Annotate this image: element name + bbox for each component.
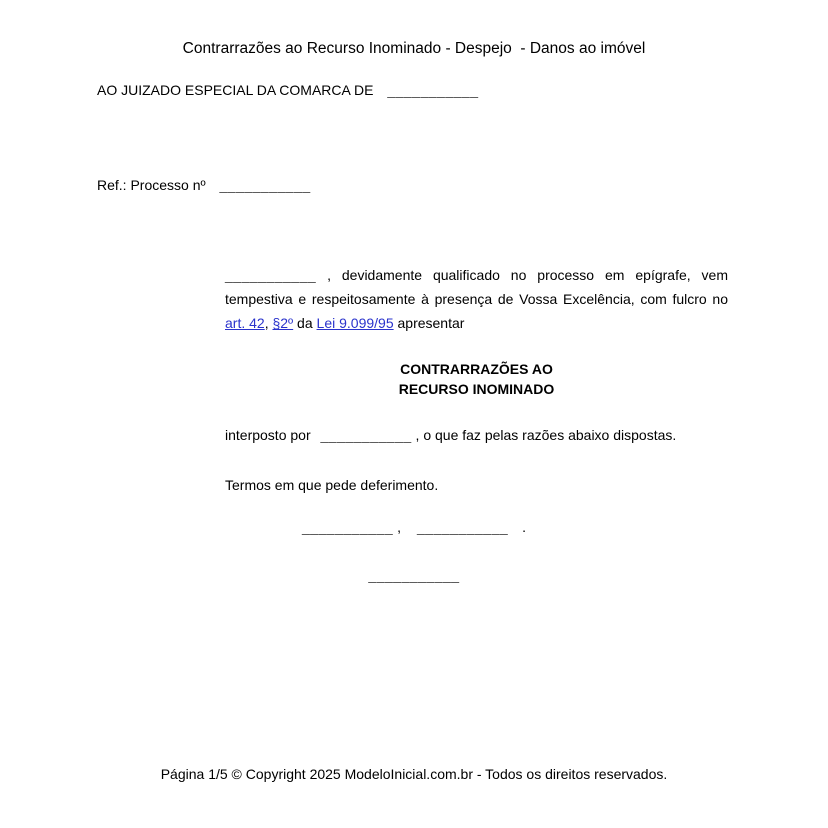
place-blank-field: ___________ [301, 519, 394, 535]
heading-line-2: RECURSO INOMINADO [398, 381, 555, 397]
document-title: Contrarrazões ao Recurso Inominado - Despejo - Danos ao imóvel [182, 40, 646, 57]
place-date-line [0, 519, 828, 535]
date-line-comma: , [397, 519, 401, 535]
process-number-blank-field: ___________ [219, 177, 311, 193]
page-footer: Página 1/5 © Copyright 2025 ModeloInicial.com.br - Todos os direitos reservados. [160, 766, 668, 782]
interposto-text-post: , o que faz pelas razões abaixo dispostas. [411, 427, 677, 443]
appellant-name-blank-field: ___________ [320, 427, 412, 443]
opening-paragraph [225, 263, 728, 335]
signature-line [0, 567, 828, 583]
date-blank-field: ___________ [417, 519, 509, 535]
signature-blank-field: ___________ [368, 567, 460, 583]
interposto-line [225, 427, 745, 443]
link-art-42[interactable]: art. 42 [225, 315, 265, 331]
document-heading [225, 359, 728, 399]
closing-request-line: Termos em que pede deferimento. [225, 477, 439, 493]
process-ref-line [97, 177, 311, 193]
interposto-text-pre: interposto por [225, 427, 311, 443]
opening-text-before-links: , devidamente qualificado no processo em epígrafe, vem tempestiva e respeitosamente à presença de Vossa Excelência, com fulcro no [225, 267, 728, 307]
link-lei-9099-95[interactable]: Lei 9.099/95 [316, 315, 394, 331]
process-ref-label: Ref.: Processo nº [97, 177, 206, 193]
opening-sep2: da [293, 315, 317, 331]
opening-text-after-links: apresentar [393, 315, 465, 331]
party-name-blank-field: ___________ [225, 267, 317, 283]
addressee-line [97, 82, 478, 98]
opening-sep1: , [264, 315, 273, 331]
comarca-blank-field: ___________ [387, 82, 479, 98]
link-paragraph-2[interactable]: §2º [272, 315, 294, 331]
addressee-text: AO JUIZADO ESPECIAL DA COMARCA DE [97, 82, 374, 98]
heading-line-1: CONTRARRAZÕES AO [400, 361, 553, 377]
date-line-period: . [522, 519, 527, 535]
